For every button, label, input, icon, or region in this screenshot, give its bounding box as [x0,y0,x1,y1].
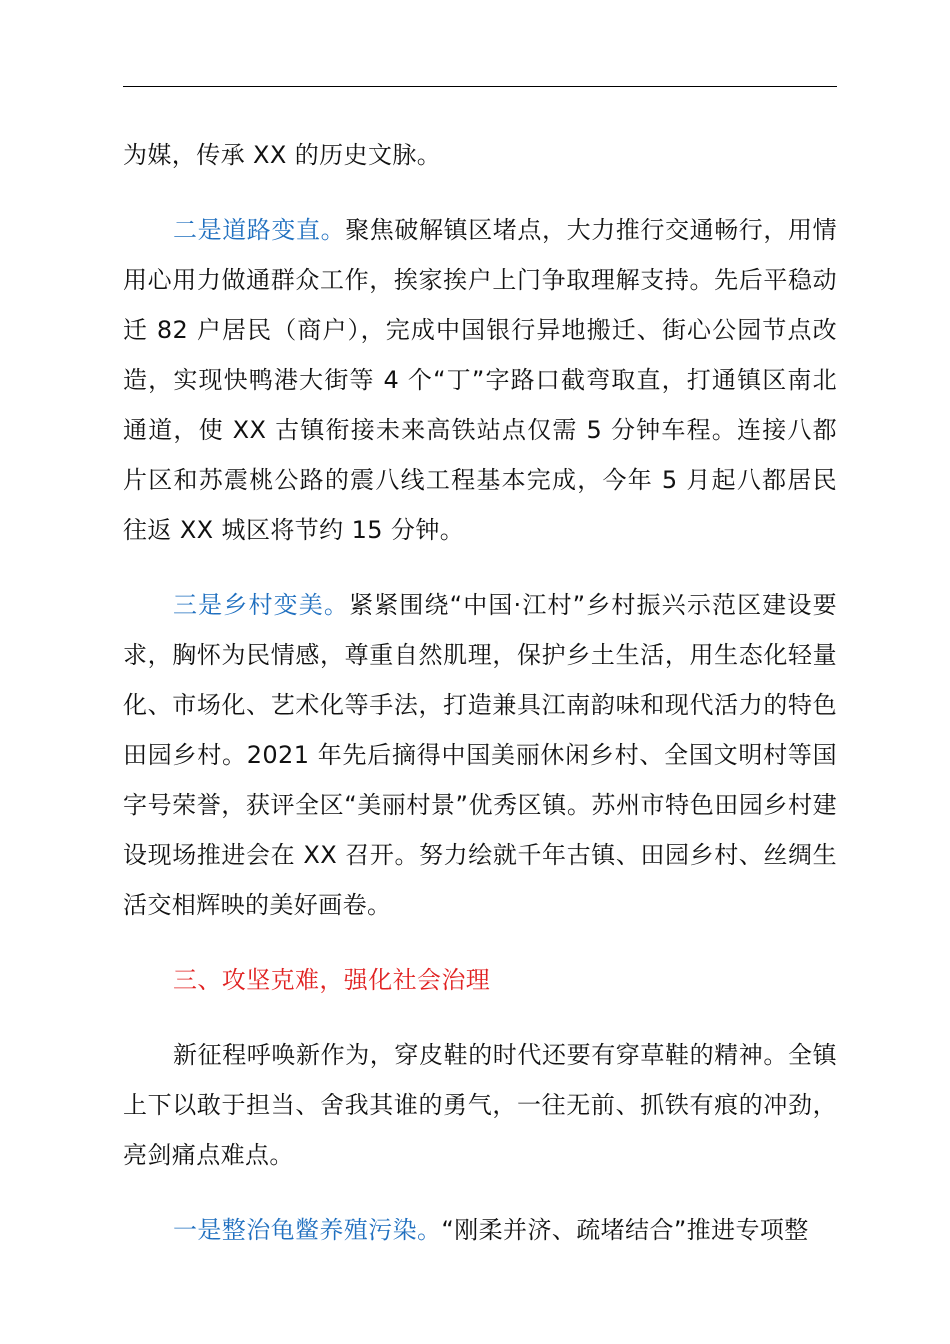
paragraph-text: 为媒，传承 XX 的历史文脉。 [123,141,442,169]
paragraph-text: 聚焦破解镇区堵点，大力推行交通畅行，用情用心用力做通群众工作，挨家挨户上门争取理解支持。先后平稳动迁 82 户居民（商户），完成中国银行异地搬迁、街心公园节点改造，实现快鸭港大街等 4 个“丁”字路口截弯取直，打通镇区南北通道，使 XX 古镇衔接未来高铁站点仅需 5 分钟车程。连接八都片区和苏震桃公路的震八线工程基本完成，今年 5 月起八都居民往返 XX 城区将节约 15 分钟。 [123,216,837,544]
paragraph-pollution [123,1205,837,1255]
page-header-rule [123,86,837,87]
document-body [123,130,837,1255]
paragraph-villages [123,580,837,930]
paragraph-lead: 二是道路变直。 [173,216,346,244]
paragraph-intro [123,1030,837,1180]
paragraph-text: 紧紧围绕“中国·江村”乡村振兴示范区建设要求，胸怀为民情感，尊重自然肌理，保护乡土生活，用生态化轻量化、市场化、艺术化等手法，打造兼具江南韵味和现代活力的特色田园乡村。2021 年先后摘得中国美丽休闲乡村、全国文明村等国字号荣誉，获评全区“美丽村景”优秀区镇。苏州市特色田园乡村建设现场推进会在 XX 召开。努力绘就千年古镇、田园乡村、丝绸生活交相辉映的美好画卷。 [123,591,837,919]
paragraph-text: 新征程呼唤新作为，穿皮鞋的时代还要有穿草鞋的精神。全镇上下以敢于担当、舍我其谁的勇气，一往无前、抓铁有痕的冲劲，亮剑痛点难点。 [123,1041,837,1169]
paragraph-continuation [123,130,837,180]
paragraph-roads [123,205,837,555]
paragraph-text: “刚柔并济、疏堵结合”推进专项整 [441,1216,809,1244]
paragraph-lead: 三是乡村变美。 [173,591,350,619]
section-heading: 三、攻坚克难，强化社会治理 [173,966,491,994]
paragraph-lead: 一是整治龟鳖养殖污染。 [173,1216,442,1244]
